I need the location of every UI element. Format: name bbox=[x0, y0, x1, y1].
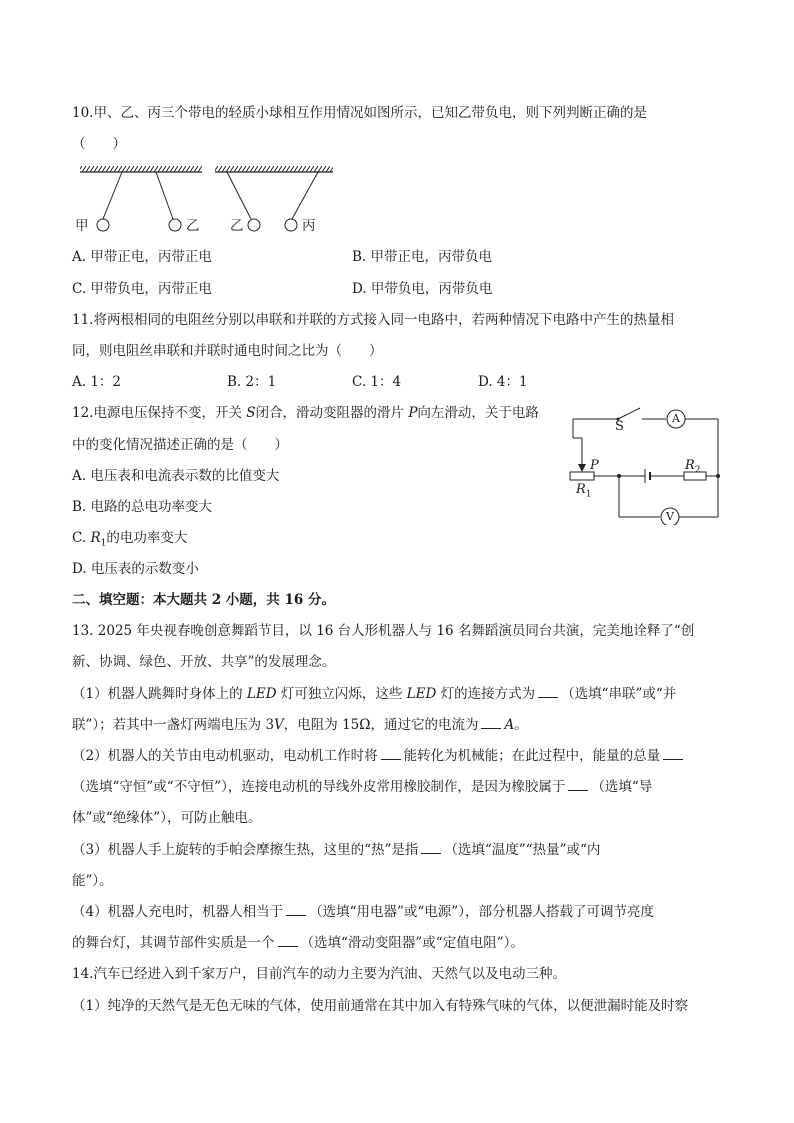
q11-stem-line1: 11.将两根相同的电阻丝分别以串联和并联的方式接入同一电路中，若两种情况下电路中产生的热量相 bbox=[72, 312, 674, 328]
circuit-label-r1-sub: 1 bbox=[585, 489, 592, 500]
section-heading-text-c: 分。 bbox=[303, 592, 336, 608]
q12-option-c-prefix: C. bbox=[72, 530, 91, 546]
section-heading-fill-in bbox=[72, 590, 335, 610]
q12-stem-line1 bbox=[72, 403, 539, 423]
q13-part1-text-b: 灯可独立闪烁，这些 bbox=[276, 686, 407, 702]
q12-switch-symbol: S bbox=[246, 405, 256, 421]
q12-stem-text-b: 闭合，滑动变阻器的滑片 bbox=[255, 405, 409, 421]
q13-part1-line2 bbox=[72, 715, 528, 735]
q13-part2-line1 bbox=[72, 746, 686, 766]
q12-option-c bbox=[72, 528, 187, 554]
circuit-label-r1-letter: R bbox=[576, 482, 586, 497]
ceiling-left bbox=[80, 166, 202, 172]
q12-option-b: B. 电路的总电功率变大 bbox=[72, 499, 213, 515]
q13-part1-text-a: （1）机器人跳舞时身体上的 bbox=[72, 686, 247, 702]
ball-bing bbox=[285, 219, 297, 231]
q13-part1-led-1: LED bbox=[246, 686, 277, 702]
q12-stem-text-c: 向左滑动，关于电路 bbox=[417, 405, 539, 421]
label-yi-right: 乙 bbox=[230, 218, 244, 234]
q10-option-a: A. 甲带正电，丙带正电 bbox=[72, 249, 212, 265]
answer-blank bbox=[421, 841, 441, 854]
q12-option-c-text: 的电功率变大 bbox=[106, 530, 188, 546]
q10-option-b: B. 甲带正电，丙带负电 bbox=[352, 249, 493, 265]
q13-part1-line1 bbox=[72, 684, 676, 704]
circuit-label-s: S bbox=[615, 419, 624, 434]
q13-part2-text-b: 能转化为机械能；在此过程中，能量的总量 bbox=[403, 748, 661, 764]
q13-part4-text-b: （选填“用电器”或“电源”），部分机器人搭载了可调节亮度 bbox=[309, 904, 654, 920]
q12-stem-line2: 中的变化情况描述正确的是（ ） bbox=[72, 437, 288, 453]
ceiling-right bbox=[215, 166, 333, 172]
q12-option-a: A. 电压表和电流表示数的比值变大 bbox=[72, 468, 280, 484]
ball-yi-right bbox=[248, 219, 260, 231]
answer-blank bbox=[538, 685, 558, 698]
answer-blank bbox=[481, 716, 501, 729]
q13-stem-line1: 13. 2025 年央视春晚创意舞蹈节目，以 16 台人形机器人与 16 名舞蹈演员同台共演，完美地诠释了“创 bbox=[72, 623, 695, 639]
q13-part2-text-d: （选填“导 bbox=[591, 779, 653, 795]
q10-option-d: D. 甲带负电，丙带负电 bbox=[352, 281, 493, 297]
q14-part1-line1: （1）纯净的天然气是无色无味的气体，使用前通常在其中加入有特殊气味的气体，以便泄漏时能及时察 bbox=[72, 998, 689, 1014]
circuit-label-r2-sub: 2 bbox=[694, 465, 701, 476]
q13-part1-unit-a: A bbox=[504, 717, 515, 733]
q13-part4-line2 bbox=[72, 933, 524, 953]
q12-slider-symbol: P bbox=[408, 405, 418, 421]
q13-part1-text-c: 灯的连接方式为 bbox=[436, 686, 536, 702]
circuit-label-r1 bbox=[576, 480, 592, 505]
q14-stem: 14.汽车已经进入到千家万户，目前汽车的动力主要为汽油、天然气以及电动三种。 bbox=[72, 966, 566, 982]
section-heading-text-a: 二、填空题：本大题共 bbox=[72, 592, 212, 608]
circuit-label-r2-letter: R bbox=[685, 458, 695, 473]
q12-option-d: D. 电压表的示数变小 bbox=[72, 561, 199, 577]
q13-part4-text-a: （4）机器人充电时，机器人相当于 bbox=[72, 904, 284, 920]
label-bing: 丙 bbox=[302, 218, 316, 234]
q13-part4-text-d: （选填“滑动变阻器”或“定值电阻”）。 bbox=[300, 935, 524, 951]
q13-part1-text-g: 。 bbox=[514, 717, 528, 733]
circuit-label-p: P bbox=[590, 458, 599, 473]
q11-option-a: A. 1：2 bbox=[72, 374, 122, 390]
circuit-label-a: A bbox=[672, 412, 680, 425]
q13-part1-text-d: （选填“串联”或“并 bbox=[561, 686, 677, 702]
ball-yi-left bbox=[169, 219, 181, 231]
q13-part3-line1 bbox=[72, 840, 600, 860]
q13-part1-text-f: ，电阻为 15Ω，通过它的电流为 bbox=[283, 717, 479, 733]
q12-option-c-sub: 1 bbox=[100, 538, 107, 549]
q13-part1-text-e: 联”）；若其中一盏灯两端电压为 3 bbox=[72, 717, 275, 733]
q13-part2-text-a: （2）机器人的关节由电动机驱动，电动机工作时将 bbox=[72, 748, 378, 764]
q13-part3-text-a: （3）机器人手上旋转的手帕会摩擦生热，这里的“热”是指 bbox=[72, 842, 419, 858]
q12-option-c-r: R bbox=[90, 530, 101, 546]
circuit-label-v: V bbox=[666, 510, 674, 523]
q12-stem-text-a: 12.电源电压保持不变，开关 bbox=[72, 405, 247, 421]
q13-stem-line2: 新、协调、绿色、开放、共享”的发展理念。 bbox=[72, 654, 336, 670]
label-yi-left: 乙 bbox=[186, 218, 200, 234]
section-heading-text-b: 小题，共 bbox=[221, 592, 285, 608]
section-heading-count: 2 bbox=[211, 592, 222, 608]
q11-option-d: D. 4：1 bbox=[478, 374, 528, 390]
q13-part4-line1 bbox=[72, 902, 654, 922]
q13-part1-unit-v: V bbox=[274, 717, 284, 733]
q13-part1-led-2: LED bbox=[406, 686, 437, 702]
q13-part2-text-c: （选填“守恒”或“不守恒”），连接电动机的导线外皮常用橡胶制作，是因为橡胶属于 bbox=[72, 779, 566, 795]
answer-blank bbox=[568, 778, 588, 791]
answer-blank bbox=[286, 903, 306, 916]
q11-stem-line2: 同，则电阻丝串联和并联时通电时间之比为（ ） bbox=[72, 343, 383, 359]
label-jia: 甲 bbox=[75, 218, 89, 234]
q12-circuit-diagram bbox=[560, 400, 730, 525]
answer-blank bbox=[663, 747, 683, 760]
q11-option-b: B. 2：1 bbox=[227, 374, 277, 390]
q13-part2-line2 bbox=[72, 777, 652, 797]
q10-stem: 10.甲、乙、丙三个带电的轻质小球相互作用情况如图所示，已知乙带负电，则下列判断正确的是 bbox=[72, 105, 647, 121]
circuit-label-r2 bbox=[685, 456, 701, 481]
q10-option-c: C. 甲带负电，丙带正电 bbox=[72, 281, 212, 297]
q13-part2-line3: 体”或“绝缘体”），可防止触电。 bbox=[72, 810, 262, 826]
answer-blank bbox=[278, 934, 298, 947]
q13-part3-text-b: （选填“温度”“热量”或“内 bbox=[444, 842, 601, 858]
q10-answer-paren: （ ） bbox=[72, 136, 126, 152]
ball-jia bbox=[97, 219, 109, 231]
q11-option-c: C. 1：4 bbox=[352, 374, 402, 390]
q13-part4-text-c: 的舞台灯，其调节部件实质是一个 bbox=[72, 935, 275, 951]
section-heading-points: 16 bbox=[284, 592, 304, 608]
q13-part3-line2: 能”）。 bbox=[72, 873, 113, 889]
answer-blank bbox=[381, 747, 401, 760]
